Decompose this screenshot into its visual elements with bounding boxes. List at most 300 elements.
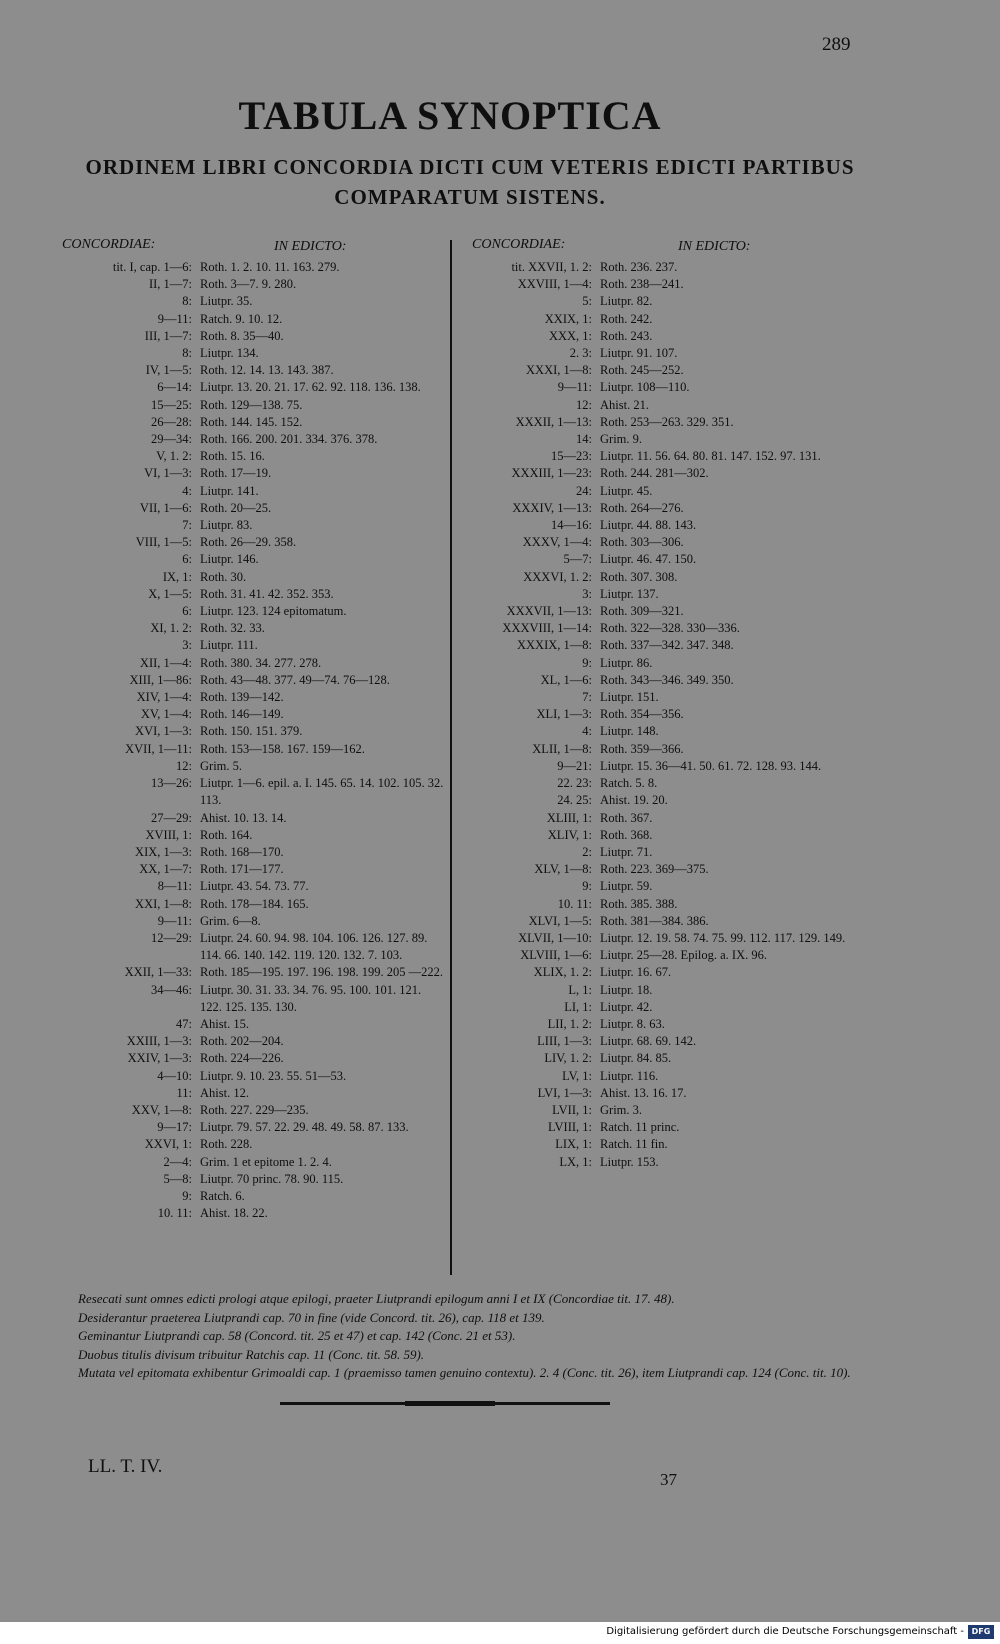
edict-ref: Ahist. 10. 13. 14. (200, 810, 287, 825)
concordia-ref: XLIV, 1: (547, 827, 592, 842)
table-row (470, 414, 860, 431)
table-row (470, 947, 860, 964)
concordia-ref: 10. 11: (157, 1206, 192, 1221)
left-head-concordiae: CONCORDIAE: (62, 237, 156, 252)
edict-ref: Ratch. 11 fin. (600, 1137, 668, 1152)
concordia-ref: XIX, 1—3: (135, 844, 192, 859)
edict-ref: Grim. 9. (600, 432, 643, 447)
concordia-ref: XV, 1—4: (140, 707, 192, 722)
page-number: 289 (822, 34, 851, 55)
edict-ref: Roth. 153—158. 167. 159—162. (200, 741, 365, 756)
right-column-header (470, 237, 860, 259)
table-row (60, 827, 445, 844)
edict-ref: Grim. 1 et epitome 1. 2. 4. (200, 1154, 332, 1169)
concordia-ref: 22. 23: (557, 776, 592, 791)
concordia-ref: L, 1: (568, 982, 592, 997)
edict-ref: Roth. 166. 200. 201. 334. 376. 378. (200, 432, 378, 447)
concordia-ref: XXVI, 1: (144, 1137, 192, 1152)
table-row (470, 964, 860, 981)
table-row (60, 517, 445, 534)
table-row (470, 861, 860, 878)
table-row (60, 1188, 445, 1205)
concordia-ref: 9—11: (157, 311, 192, 326)
concordia-ref: 11: (176, 1085, 192, 1100)
table-row (60, 379, 445, 396)
edict-ref: Liutpr. 42. (600, 999, 653, 1014)
sheet-number: 37 (660, 1470, 677, 1489)
table-row (60, 896, 445, 913)
footnote-3: Geminantur Liutprandi cap. 58 (Concord. tit. 25 et 47) et cap. 142 (Conc. 21 et 53). (78, 1328, 516, 1343)
table-row (60, 414, 445, 431)
concordia-ref: tit. XXVII, 1. 2: (511, 260, 592, 274)
edict-ref: Roth. 343—346. 349. 350. (600, 672, 734, 687)
concordia-ref: XXXVIII, 1—14: (502, 621, 592, 636)
dfg-logo-icon: DFG (968, 1625, 994, 1639)
edict-ref: Grim. 5. (200, 758, 243, 773)
edict-ref: Roth. 354—356. (600, 707, 684, 722)
column-divider (450, 240, 452, 1275)
concordia-ref: XVII, 1—11: (125, 741, 192, 756)
concordia-ref: IV, 1—5: (145, 363, 192, 378)
edict-ref: Liutpr. 134. (200, 346, 259, 361)
concordia-ref: XLVII, 1—10: (518, 930, 592, 945)
concordia-ref: 10. 11: (557, 896, 592, 911)
edict-ref: Liutpr. 13. 20. 21. 17. 62. 92. 118. 136. 138. (200, 380, 421, 395)
concordia-ref: XII, 1—4: (139, 655, 192, 670)
table-row (470, 637, 860, 654)
concordia-ref: XXI, 1—8: (135, 896, 192, 911)
edict-ref: Liutpr. 91. 107. (600, 346, 678, 361)
concordia-ref: 5—7: (563, 552, 592, 567)
concordia-ref: 9—11: (557, 380, 592, 395)
left-column-header (60, 237, 445, 259)
concordia-ref: 8: (182, 294, 192, 309)
edict-ref: Roth. 12. 14. 13. 143. 387. (200, 363, 334, 378)
concordia-ref: 12: (176, 758, 192, 773)
edict-ref: Roth. 17—19. (200, 466, 272, 481)
signature-mark: LL. T. IV. (88, 1456, 163, 1477)
edict-ref: Ahist. 12. (200, 1085, 249, 1100)
table-row (470, 706, 860, 723)
table-row (470, 655, 860, 672)
concordia-ref: 9—17: (157, 1120, 192, 1135)
table-row (470, 397, 860, 414)
edict-ref: Liutpr. 84. 85. (600, 1051, 672, 1066)
table-row (60, 844, 445, 861)
table-row (60, 672, 445, 689)
concordia-ref: LIV, 1. 2: (544, 1051, 592, 1066)
table-row (470, 1016, 860, 1033)
concordia-ref: 3: (182, 638, 192, 653)
table-row (470, 827, 860, 844)
edict-ref: Roth. 185—195. 197. 196. 198. 199. 205 —222. (200, 965, 444, 980)
edict-ref: Ratch. 6. (200, 1188, 245, 1203)
edict-ref: Roth. 129—138. 75. (200, 397, 303, 412)
table-row (470, 431, 860, 448)
table-row (470, 311, 860, 328)
concordia-ref: XXXV, 1—4: (522, 535, 592, 550)
page-title: TABULA SYNOPTICA (238, 93, 662, 138)
edict-ref: Liutpr. 25—28. Epilog. a. IX. 96. (600, 948, 767, 963)
table-row (470, 758, 860, 775)
concordia-ref: 12—29: (151, 930, 192, 945)
table-row (470, 448, 860, 465)
left-head-edicto: IN EDICTO: (274, 239, 347, 254)
edict-ref: Liutpr. 24. 60. 94. 98. 104. 106. 126. 127. 89. 114. 66. 140. 142. 119. 120. 132. 7. 103. (200, 930, 428, 963)
edict-ref: Liutpr. 116. (600, 1068, 659, 1083)
edict-ref: Roth. 228. (200, 1137, 253, 1152)
concordia-ref: XXXIV, 1—13: (512, 500, 592, 515)
concordia-ref: 14—16: (551, 518, 592, 533)
edict-ref: Roth. 20—25. (200, 500, 272, 515)
table-row (470, 1136, 860, 1153)
concordia-ref: 9: (582, 655, 592, 670)
concordia-ref: XLVIII, 1—6: (520, 948, 592, 963)
edict-ref: Liutpr. 59. (600, 879, 653, 894)
table-row (470, 465, 860, 482)
concordia-ref: LVI, 1—3: (537, 1085, 592, 1100)
right-column (470, 237, 860, 1171)
table-row (60, 551, 445, 568)
edict-ref: Liutpr. 11. 56. 64. 80. 81. 147. 152. 97. 131. (600, 449, 821, 464)
table-row (60, 1154, 445, 1171)
edict-ref: Roth. 236. 237. (600, 260, 678, 274)
edict-ref: Roth. 178—184. 165. (200, 896, 309, 911)
concordia-ref: 47: (176, 1016, 192, 1031)
concordia-ref: 4—10: (157, 1068, 192, 1083)
edict-ref: Liutpr. 79. 57. 22. 29. 48. 49. 58. 87. 133. (200, 1120, 409, 1135)
edict-ref: Liutpr. 153. (600, 1154, 659, 1169)
table-row (470, 913, 860, 930)
table-row (60, 878, 445, 895)
concordia-ref: 24: (576, 483, 592, 498)
table-row (470, 1119, 860, 1136)
concordia-ref: 2. 3: (569, 346, 592, 361)
footnote-1: Resecati sunt omnes edicti prologi atque epilogi, praeter Liutprandi epilogum anni I et IX (Concordiae tit. 17. 48). (78, 1291, 675, 1306)
edict-ref: Ahist. 13. 16. 17. (600, 1085, 687, 1100)
table-row (60, 689, 445, 706)
concordia-ref: XLV, 1—8: (534, 862, 592, 877)
concordia-ref: XLII, 1—8: (532, 741, 592, 756)
table-row (470, 1154, 860, 1171)
edict-ref: Roth. 242. (600, 311, 653, 326)
edict-ref: Roth. 1. 2. 10. 11. 163. 279. (200, 260, 340, 274)
table-row (60, 1050, 445, 1067)
concordia-ref: IX, 1: (162, 569, 192, 584)
concordia-ref: XXIX, 1: (544, 311, 592, 326)
table-row (60, 723, 445, 740)
table-row (60, 569, 445, 586)
concordia-ref: LI, 1: (564, 999, 592, 1014)
left-column (60, 237, 445, 1222)
table-row (470, 534, 860, 551)
concordia-ref: 7: (582, 690, 592, 705)
concordia-ref: 2: (582, 844, 592, 859)
table-row (470, 741, 860, 758)
edict-ref: Roth. 238—241. (600, 277, 684, 292)
edict-ref: Roth. 164. (200, 827, 253, 842)
edict-ref: Liutpr. 30. 31. 33. 34. 76. 95. 100. 101. 121. 122. 125. 135. 130. (200, 982, 422, 1014)
edict-ref: Liutpr. 16. 67. (600, 965, 672, 980)
edict-ref: Roth. 367. (600, 810, 653, 825)
table-row (470, 620, 860, 637)
edict-ref: Ahist. 19. 20. (600, 793, 668, 808)
table-row (470, 1085, 860, 1102)
concordia-ref: 6: (182, 552, 192, 567)
edict-ref: Liutpr. 71. (600, 844, 653, 859)
edict-ref: Roth. 368. (600, 827, 653, 842)
table-row (60, 620, 445, 637)
table-row (60, 465, 445, 482)
edict-ref: Liutpr. 86. (600, 655, 653, 670)
edict-ref: Liutpr. 8. 63. (600, 1016, 665, 1031)
table-row (470, 896, 860, 913)
concordia-ref: 2—4: (163, 1154, 192, 1169)
concordia-ref: 12: (576, 397, 592, 412)
table-row (60, 586, 445, 603)
concordia-ref: II, 1—7: (148, 277, 192, 292)
table-row (60, 1102, 445, 1119)
table-row (470, 551, 860, 568)
edict-ref: Roth. 202—204. (200, 1034, 284, 1049)
concordia-ref: XXXVII, 1—13: (506, 604, 592, 619)
table-row (60, 706, 445, 723)
concordia-ref: 34—46: (151, 982, 192, 997)
concordia-ref: XLIX, 1. 2: (533, 965, 592, 980)
table-row (470, 723, 860, 740)
edict-ref: Ahist. 15. (200, 1016, 249, 1031)
concordia-ref: XLIII, 1: (546, 810, 592, 825)
concordia-ref: VII, 1—6: (139, 500, 192, 515)
subtitle-line-1: ORDINEM LIBRI CONCORDIA DICTI CUM VETERIS EDICTI PARTIBUS (85, 155, 855, 179)
table-row (470, 1050, 860, 1067)
concordia-ref: 8: (182, 346, 192, 361)
edict-ref: Liutpr. 35. (200, 294, 253, 309)
concordia-ref: 29—34: (151, 432, 192, 447)
table-row (470, 345, 860, 362)
edict-ref: Roth. 307. 308. (600, 569, 678, 584)
table-row (60, 311, 445, 328)
table-row (60, 913, 445, 930)
concordia-ref: XXIII, 1—3: (126, 1034, 192, 1049)
concordia-ref: LIX, 1: (555, 1137, 592, 1152)
edict-ref: Liutpr. 108—110. (600, 380, 690, 395)
table-row (470, 792, 860, 809)
edict-ref: Liutpr. 46. 47. 150. (600, 552, 697, 567)
edict-ref: Liutpr. 70 princ. 78. 90. 115. (200, 1171, 344, 1186)
concordia-ref: XXXIII, 1—23: (511, 466, 592, 481)
concordia-ref: XXXII, 1—13: (515, 414, 592, 429)
concordia-ref: LVII, 1: (552, 1102, 592, 1117)
concordia-ref: XX, 1—7: (139, 862, 192, 877)
edict-ref: Roth. 322—328. 330—336. (600, 621, 740, 636)
concordia-ref: 24. 25: (557, 793, 592, 808)
edict-ref: Roth. 385. 388. (600, 896, 678, 911)
table-row (470, 878, 860, 895)
edict-ref: Roth. 168—170. (200, 844, 284, 859)
table-row (60, 276, 445, 293)
edict-ref: Roth. 171—177. (200, 862, 284, 877)
table-row (60, 500, 445, 517)
left-rows (60, 259, 445, 1222)
table-row (60, 534, 445, 551)
concordia-ref: XI, 1. 2: (150, 621, 192, 636)
edict-ref: Liutpr. 12. 19. 58. 74. 75. 99. 112. 117. 129. 149. (600, 930, 846, 945)
table-row (470, 930, 860, 947)
table-row (60, 655, 445, 672)
edict-ref: Roth. 43—48. 377. 49—74. 76—128. (200, 672, 390, 687)
table-row (470, 293, 860, 310)
concordia-ref: V, 1. 2: (156, 449, 192, 464)
table-row (470, 999, 860, 1016)
edict-ref: Liutpr. 43. 54. 73. 77. (200, 879, 309, 894)
concordia-ref: 5: (582, 294, 592, 309)
concordia-ref: XLI, 1—3: (536, 707, 592, 722)
table-row (60, 293, 445, 310)
table-row (470, 517, 860, 534)
table-row (60, 1033, 445, 1050)
concordia-ref: 9: (582, 879, 592, 894)
concordia-ref: 7: (182, 518, 192, 533)
table-row (470, 500, 860, 517)
edict-ref: Liutpr. 146. (200, 552, 259, 567)
table-row (60, 1068, 445, 1085)
concordia-ref: XVIII, 1: (145, 827, 192, 842)
edict-ref: Roth. 381—384. 386. (600, 913, 709, 928)
table-row (60, 1119, 445, 1136)
edict-ref: Ratch. 9. 10. 12. (200, 311, 283, 326)
edict-ref: Roth. 264—276. (600, 500, 684, 515)
edict-ref: Roth. 8. 35—40. (200, 328, 284, 343)
edict-ref: Liutpr. 82. (600, 294, 653, 309)
concordia-ref: XXXI, 1—8: (526, 363, 592, 378)
edict-ref: Roth. 30. (200, 569, 247, 584)
concordia-ref: VI, 1—3: (144, 466, 192, 481)
concordia-ref: 6: (182, 604, 192, 619)
table-row (470, 328, 860, 345)
table-row (60, 930, 445, 964)
edict-ref: Liutpr. 18. (600, 982, 653, 997)
concordia-ref: LIII, 1—3: (537, 1034, 592, 1049)
table-row (60, 448, 445, 465)
table-row (470, 1102, 860, 1119)
edict-ref: Roth. 139—142. (200, 690, 284, 705)
concordia-ref: XVI, 1—3: (135, 724, 192, 739)
edict-ref: Liutpr. 45. (600, 483, 653, 498)
table-row (60, 259, 445, 276)
table-row (60, 982, 445, 1016)
concordia-ref: LII, 1. 2: (547, 1016, 592, 1031)
table-row (470, 810, 860, 827)
concordia-ref: 27—29: (151, 810, 192, 825)
table-row (60, 431, 445, 448)
edict-ref: Roth. 245—252. (600, 363, 684, 378)
edict-ref: Roth. 227. 229—235. (200, 1102, 309, 1117)
edict-ref: Liutpr. 111. (200, 638, 258, 653)
concordia-ref: 26—28: (151, 414, 192, 429)
edict-ref: Roth. 15. 16. (200, 449, 265, 464)
concordia-ref: XXV, 1—8: (131, 1102, 192, 1117)
table-row (470, 379, 860, 396)
concordia-ref: XL, 1—6: (540, 672, 592, 687)
edict-ref: Roth. 337—342. 347. 348. (600, 638, 734, 653)
table-row (470, 982, 860, 999)
edict-ref: Liutpr. 68. 69. 142. (600, 1034, 697, 1049)
table-row (60, 362, 445, 379)
concordia-ref: XIV, 1—4: (136, 690, 192, 705)
table-row (470, 483, 860, 500)
table-row (470, 276, 860, 293)
edict-ref: Roth. 359—366. (600, 741, 684, 756)
table-row (470, 259, 860, 276)
concordia-ref: 8—11: (157, 879, 192, 894)
edict-ref: Roth. 380. 34. 277. 278. (200, 655, 322, 670)
table-row (470, 844, 860, 861)
table-row (60, 1016, 445, 1033)
concordia-ref: LX, 1: (559, 1154, 592, 1169)
table-row (470, 362, 860, 379)
edict-ref: Grim. 3. (600, 1102, 643, 1117)
edict-ref: Liutpr. 137. (600, 586, 659, 601)
table-row (60, 741, 445, 758)
edict-ref: Ahist. 21. (600, 397, 649, 412)
edict-ref: Ratch. 11 princ. (600, 1120, 680, 1135)
concordia-ref: 6—14: (157, 380, 192, 395)
table-row (60, 637, 445, 654)
right-head-concordiae: CONCORDIAE: (472, 237, 566, 252)
edict-ref: Roth. 303—306. (600, 535, 684, 550)
subtitle-line-2: COMPARATUM SISTENS. (334, 185, 606, 209)
edict-ref: Liutpr. 151. (600, 690, 659, 705)
concordia-ref: XLVI, 1—5: (528, 913, 592, 928)
edict-ref: Liutpr. 83. (200, 518, 253, 533)
edict-ref: Roth. 150. 151. 379. (200, 724, 303, 739)
table-row (470, 775, 860, 792)
table-row (60, 861, 445, 878)
concordia-ref: LV, 1: (562, 1068, 592, 1083)
concordia-ref: 4: (582, 724, 592, 739)
edict-ref: Grim. 6—8. (200, 913, 261, 928)
table-row (60, 1085, 445, 1102)
edict-ref: Roth. 223. 369—375. (600, 862, 709, 877)
edict-ref: Roth. 146—149. (200, 707, 284, 722)
concordia-ref: 4: (182, 483, 192, 498)
footer-bar (0, 1622, 1000, 1644)
edict-ref: Roth. 253—263. 329. 351. (600, 414, 734, 429)
right-head-edicto: IN EDICTO: (678, 239, 751, 254)
table-row (60, 345, 445, 362)
footer-text: Digitalisierung gefördert durch die Deutsche Forschungsgemeinschaft - (606, 1626, 964, 1637)
footnote-2: Desiderantur praeterea Liutprandi cap. 70 in fine (vide Concord. tit. 26), cap. 118 et 139. (78, 1309, 545, 1325)
concordia-ref: 5—8: (163, 1171, 192, 1186)
edict-ref: Roth. 243. (600, 328, 653, 343)
edict-ref: Roth. 144. 145. 152. (200, 414, 303, 429)
edict-ref: Liutpr. 9. 10. 23. 55. 51—53. (200, 1068, 347, 1083)
edict-ref: Ahist. 18. 22. (200, 1206, 268, 1221)
page-subtitle (40, 152, 900, 212)
concordia-ref: XXIV, 1—3: (127, 1051, 192, 1066)
edict-ref: Liutpr. 123. 124 epitomatum. (200, 604, 347, 619)
edict-ref: Roth. 26—29. 358. (200, 535, 297, 550)
table-row (60, 775, 445, 809)
concordia-ref: 9—21: (557, 758, 592, 773)
concordia-ref: VIII, 1—5: (135, 535, 192, 550)
table-row (60, 810, 445, 827)
edict-ref: Roth. 309—321. (600, 604, 684, 619)
concordia-ref: XXXVI, 1. 2: (523, 569, 592, 584)
table-row (470, 586, 860, 603)
footnote-4: Duobus titulis divisum tribuitur Ratchis cap. 11 (Conc. tit. 58. 59). (78, 1346, 425, 1362)
